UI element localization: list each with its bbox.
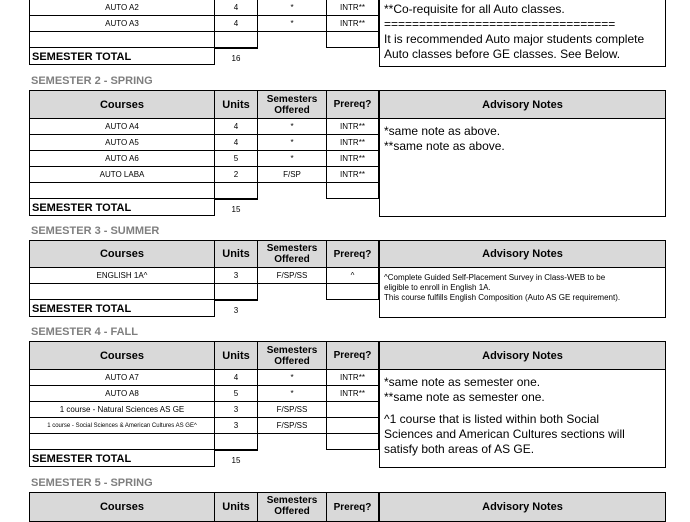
semesters-offered-header: Semesters Offered: [257, 492, 327, 522]
offered-cell: *: [257, 150, 327, 167]
course-cell: AUTO A4: [29, 118, 215, 135]
note-line: **same note as above.: [384, 139, 505, 153]
empty-cell: [29, 283, 215, 300]
units-cell: 4: [214, 118, 258, 135]
offered-cell: F/SP/SS: [257, 267, 327, 284]
semester-title: SEMESTER 3 - SUMMER: [31, 225, 160, 237]
courses-header: Courses: [29, 240, 215, 268]
offered-cell: F/SP: [257, 166, 327, 183]
advisory-notes: [379, 0, 666, 67]
courses-header: Courses: [29, 341, 215, 370]
units-cell: 4: [214, 369, 258, 386]
empty-cell: [29, 31, 215, 48]
course-cell: AUTO A8: [29, 385, 215, 402]
prereq-header: Prereq?: [326, 240, 379, 268]
offered-cell: *: [257, 134, 327, 151]
courses-header: Courses: [29, 90, 215, 119]
note-line: **Co-requisite for all Auto classes.: [384, 2, 565, 16]
offered-cell: F/SP/SS: [257, 417, 327, 434]
prereq-header: Prereq?: [326, 492, 379, 522]
prereq-cell: INTR**: [326, 385, 379, 402]
semester-total-row: [29, 449, 215, 467]
units-cell: 4: [214, 134, 258, 151]
semester-title: SEMESTER 5 - SPRING: [31, 477, 153, 489]
total-divider: [214, 198, 258, 200]
course-cell: AUTO A2: [29, 0, 215, 16]
prereq-cell: INTR**: [326, 369, 379, 386]
note-line: Sciences and American Cultures sections will: [384, 427, 625, 441]
units-cell: 3: [214, 401, 258, 418]
note-line: satisfy both areas of AS GE.: [384, 442, 535, 456]
offered-cell: F/SP/SS: [257, 401, 327, 418]
advisory-notes: [379, 267, 666, 318]
semester-total-units: 15: [231, 204, 241, 214]
semester-total-row: [29, 47, 215, 65]
semesters-offered-header: Semesters Offered: [257, 90, 327, 119]
total-divider: [214, 299, 258, 301]
empty-cell: [214, 31, 258, 48]
total-divider: [214, 47, 258, 49]
semester-total-label: SEMESTER TOTAL: [32, 51, 132, 63]
units-cell: 3: [214, 267, 258, 284]
offered-cell: *: [257, 0, 327, 16]
semester-title: SEMESTER 4 - FALL: [31, 326, 138, 338]
offered-cell: *: [257, 15, 327, 32]
empty-cell: [326, 283, 379, 300]
course-cell: AUTO A7: [29, 369, 215, 386]
units-cell: 2: [214, 166, 258, 183]
semester-total-label: SEMESTER TOTAL: [32, 202, 132, 214]
empty-cell: [326, 182, 379, 199]
prereq-cell: ^: [326, 267, 379, 284]
course-cell: AUTO LABA: [29, 166, 215, 183]
semester-total-units: 3: [233, 305, 239, 315]
offered-cell: *: [257, 369, 327, 386]
units-cell: 5: [214, 385, 258, 402]
units-cell: 4: [214, 15, 258, 32]
total-divider: [214, 449, 258, 451]
note-line: eligible to enroll in English 1A.: [384, 283, 491, 292]
offered-cell: *: [257, 118, 327, 135]
empty-cell: [29, 182, 215, 199]
semester-total-units: 16: [231, 53, 241, 63]
course-cell: AUTO A3: [29, 15, 215, 32]
note-line: Auto classes before GE classes. See Below.: [384, 47, 621, 61]
advisory-notes-header: Advisory Notes: [379, 240, 666, 268]
offered-cell: *: [257, 385, 327, 402]
units-header: Units: [214, 90, 258, 119]
prereq-cell: INTR**: [326, 118, 379, 135]
semester-total-row: [29, 198, 215, 216]
prereq-cell: [326, 417, 379, 434]
empty-cell: [214, 433, 258, 450]
units-header: Units: [214, 240, 258, 268]
advisory-notes-header: Advisory Notes: [379, 90, 666, 119]
note-line: ^1 course that is listed within both Social: [384, 412, 600, 426]
prereq-cell: INTR**: [326, 0, 379, 16]
course-cell: ENGLISH 1A^: [29, 267, 215, 284]
course-cell: 1 course - Social Sciences & American Cultures AS GE^: [29, 417, 215, 434]
note-spacer: [384, 405, 625, 412]
empty-cell: [214, 283, 258, 300]
note-separator: =================================: [384, 17, 616, 31]
prereq-header: Prereq?: [326, 90, 379, 119]
units-cell: 4: [214, 0, 258, 16]
courses-header: Courses: [29, 492, 215, 522]
advisory-notes: [379, 369, 666, 468]
note-line: This course fulfills English Composition (Auto AS GE requirement).: [384, 293, 621, 302]
advisory-notes-header: Advisory Notes: [379, 492, 666, 522]
semester-total-units: 15: [231, 455, 241, 465]
semesters-offered-header: Semesters Offered: [257, 240, 327, 268]
units-header: Units: [214, 341, 258, 370]
advisory-notes-header: Advisory Notes: [379, 341, 666, 370]
course-cell: 1 course - Natural Sciences AS GE: [29, 401, 215, 418]
course-cell: AUTO A5: [29, 134, 215, 151]
prereq-cell: [326, 401, 379, 418]
semester-total-label: SEMESTER TOTAL: [32, 303, 132, 315]
prereq-header: Prereq?: [326, 341, 379, 370]
prereq-cell: INTR**: [326, 150, 379, 167]
empty-cell: [326, 31, 379, 48]
prereq-cell: INTR**: [326, 166, 379, 183]
units-cell: 5: [214, 150, 258, 167]
semester-title: SEMESTER 2 - SPRING: [31, 75, 153, 87]
note-line: It is recommended Auto major students complete: [384, 32, 645, 46]
semesters-offered-header: Semesters Offered: [257, 341, 327, 370]
note-line: ^Complete Guided Self-Placement Survey in Class-WEB to be: [384, 273, 606, 282]
advisory-notes: [379, 118, 666, 217]
units-header: Units: [214, 492, 258, 522]
empty-cell: [214, 182, 258, 199]
empty-cell: [29, 433, 215, 450]
prereq-cell: INTR**: [326, 15, 379, 32]
note-line: **same note as semester one.: [384, 390, 545, 404]
semester-total-row: [29, 299, 215, 317]
semester-total-label: SEMESTER TOTAL: [32, 453, 132, 465]
note-line: *same note as above.: [384, 124, 501, 138]
prereq-cell: INTR**: [326, 134, 379, 151]
empty-cell: [326, 433, 379, 450]
units-cell: 3: [214, 417, 258, 434]
note-line: *same note as semester one.: [384, 375, 541, 389]
course-cell: AUTO A6: [29, 150, 215, 167]
